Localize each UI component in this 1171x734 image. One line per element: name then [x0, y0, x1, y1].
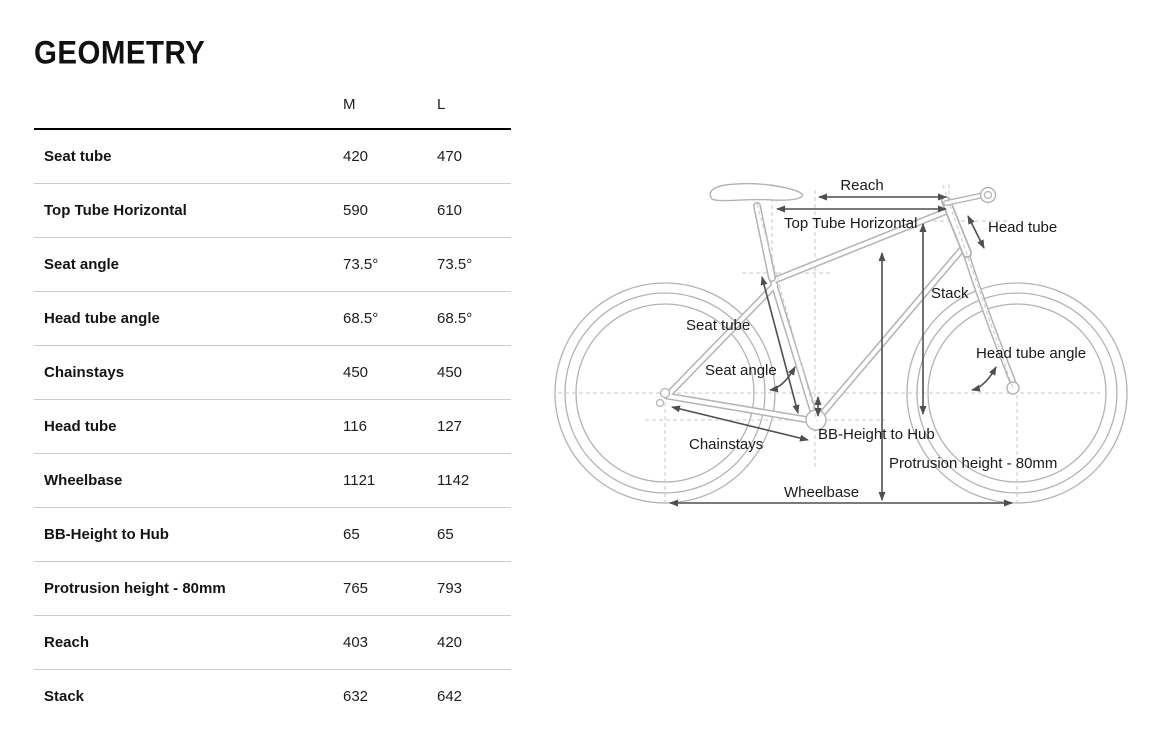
row-label: Head tube angle	[44, 310, 160, 327]
table-row	[34, 346, 511, 400]
value-m: 765	[343, 580, 369, 597]
row-label: Top Tube Horizontal	[44, 202, 187, 219]
value-m: 116	[343, 418, 367, 435]
value-m: 632	[343, 688, 369, 705]
row-label: Seat angle	[44, 256, 120, 273]
seat-angle-label: Seat angle	[705, 362, 777, 379]
value-l: 1142	[437, 472, 470, 489]
value-l: 470	[437, 148, 463, 165]
table-row	[34, 184, 511, 238]
protrusion-height-label: Protrusion height - 80mm	[889, 455, 1058, 472]
table-row	[34, 616, 511, 670]
row-label: Protrusion height - 80mm	[44, 580, 226, 597]
rear-derailleur	[657, 400, 664, 407]
table-row	[34, 670, 511, 723]
value-m: 1121	[343, 472, 376, 489]
bb-height-label: BB-Height to Hub	[818, 426, 935, 443]
rear-hub	[661, 389, 670, 398]
value-m: 403	[343, 634, 369, 651]
geometry-table	[34, 88, 511, 723]
handlebar	[981, 188, 996, 203]
table-row	[34, 238, 511, 292]
value-l: 65	[437, 526, 454, 543]
value-l: 450	[437, 364, 463, 381]
row-label: Reach	[44, 634, 90, 651]
value-l: 68.5°	[437, 310, 473, 327]
column-header-l: L	[437, 96, 446, 113]
table-row	[34, 454, 511, 508]
chainstays-label: Chainstays	[689, 436, 764, 453]
value-l: 610	[437, 202, 463, 219]
row-label: BB-Height to Hub	[44, 526, 169, 543]
value-l: 793	[437, 580, 463, 597]
top-tube-horizontal-label: Top Tube Horizontal	[784, 215, 918, 232]
head-tube-label: Head tube	[988, 219, 1058, 236]
row-label: Chainstays	[44, 364, 125, 381]
value-m: 68.5°	[343, 310, 379, 327]
table-row	[34, 130, 511, 184]
bike-geometry-diagram	[548, 170, 1168, 515]
value-m: 65	[343, 526, 360, 543]
table-row	[34, 508, 511, 562]
value-m: 590	[343, 202, 369, 219]
table-header-row	[34, 88, 511, 130]
column-header-m: M	[343, 96, 356, 113]
table-row	[34, 562, 511, 616]
value-l: 420	[437, 634, 463, 651]
row-label: Head tube	[44, 418, 117, 435]
head-tube-angle-label: Head tube angle	[976, 345, 1087, 362]
page-title: GEOMETRY	[34, 34, 206, 71]
value-l: 642	[437, 688, 463, 705]
seat-tube-label: Seat tube	[686, 317, 751, 334]
wheelbase-label: Wheelbase	[784, 484, 860, 501]
row-label: Stack	[44, 688, 85, 705]
head-tube-angle-arc	[972, 367, 996, 390]
value-m: 420	[343, 148, 369, 165]
value-m: 450	[343, 364, 369, 381]
row-label: Seat tube	[44, 148, 112, 165]
table-row	[34, 292, 511, 346]
table-row	[34, 400, 511, 454]
value-l: 127	[437, 418, 463, 435]
saddle	[710, 184, 802, 201]
reach-label: Reach	[840, 177, 884, 194]
value-m: 73.5°	[343, 256, 379, 273]
front-dropout	[1007, 382, 1019, 394]
stack-label: Stack	[931, 285, 969, 302]
row-label: Wheelbase	[44, 472, 123, 489]
value-l: 73.5°	[437, 256, 473, 273]
